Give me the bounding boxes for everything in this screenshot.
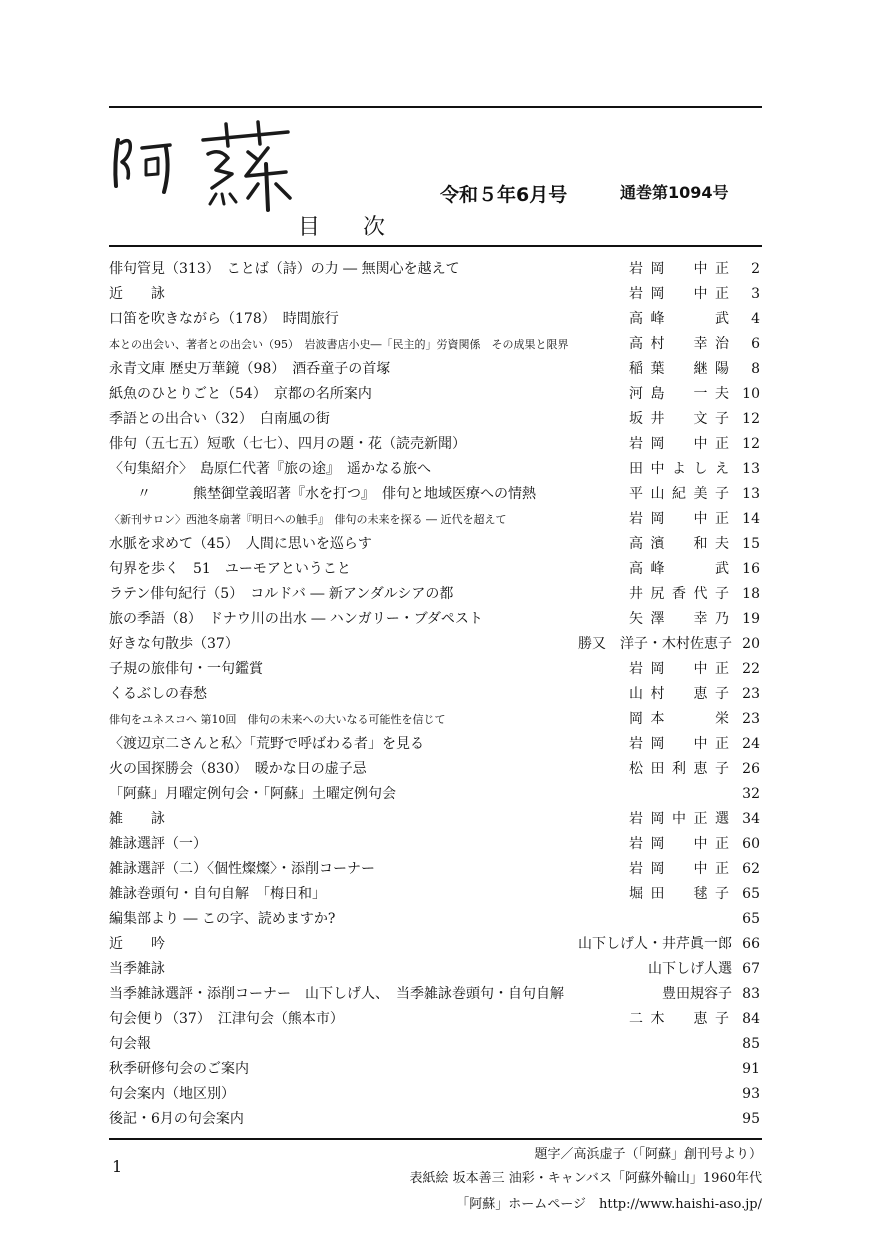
toc-entry [109, 257, 762, 282]
toc-entry-page: 10 [742, 386, 760, 402]
toc-entry [109, 782, 762, 807]
toc-entry-title: 当季雑詠 [109, 961, 165, 977]
toc-entry-author: 矢澤 幸乃 [629, 611, 729, 627]
toc-entry-author: 高峰 武 [629, 561, 729, 577]
toc-entry-title: 永青文庫 歴史万華鏡（98） 酒呑童子の首塚 [109, 361, 391, 377]
contents-heading: 目 次 [298, 215, 403, 240]
toc-entry-page: 15 [742, 536, 760, 552]
toc-entry-title: 雑詠選評（一） [109, 836, 207, 852]
toc-entry-page: 95 [742, 1111, 760, 1127]
toc-entry-page: 65 [742, 911, 760, 927]
toc-entry-author: 山下しげ人・井芹眞一郎 [578, 936, 732, 952]
toc-entry-title: 句会報 [109, 1036, 151, 1052]
toc-entry-title: 口笛を吹きながら（178） 時間旅行 [109, 311, 339, 327]
toc-entry [109, 1057, 762, 1082]
toc-entry [109, 1032, 762, 1057]
toc-entry-author: 高濱 和夫 [629, 536, 729, 552]
toc-entry-title: 秋季研修句会のご案内 [109, 1061, 249, 1077]
toc-entry-title: 水脈を求めて（45） 人間に思いを巡らす [109, 536, 372, 552]
toc-entry-author: 稲葉 継陽 [629, 361, 729, 377]
toc-entry [109, 557, 762, 582]
toc-entry-page: 24 [742, 736, 760, 752]
toc-entry-page: 12 [742, 436, 760, 452]
toc-entry [109, 632, 762, 657]
toc-entry-page: 3 [751, 286, 760, 302]
toc-entry [109, 332, 762, 357]
toc-entry-page: 84 [742, 1011, 760, 1027]
toc-entry-title: 紙魚のひとりごと（54） 京都の名所案内 [109, 386, 372, 402]
toc-entry-author: 岡本 栄 [629, 711, 729, 727]
toc-entry-author: 岩岡中正選 [629, 811, 729, 827]
toc-entry [109, 457, 762, 482]
page-number: 1 [112, 1157, 123, 1176]
toc-entry-page: 66 [742, 936, 760, 952]
toc-entry-author: 松田利恵子 [629, 761, 729, 777]
title-calligraphy-credit: 題字／高浜虚子（「阿蘇」創刊号より） [534, 1147, 762, 1162]
toc-entry-title: 旅の季語（8） ドナウ川の出水 ― ハンガリー・ブダペスト [109, 611, 483, 627]
toc-entry-page: 93 [742, 1086, 760, 1102]
toc-entry [109, 407, 762, 432]
toc-entry [109, 707, 762, 732]
toc-entry-author: 岩岡 中正 [629, 286, 729, 302]
toc-entry [109, 657, 762, 682]
toc-entry-author: 田中よしえ [629, 461, 729, 477]
toc-entry-page: 12 [742, 411, 760, 427]
toc-entry-title: 本との出会い、著者との出会い（95） 岩波書店小史―「民主的」労資関係 その成果と限界 [109, 338, 569, 351]
toc-entry-title: 当季雑詠選評・添削コーナー 山下しげ人、 当季雑詠巻頭句・自句自解 [109, 986, 564, 1002]
toc-entry-title: 雑 詠 [109, 811, 165, 827]
toc-entry-author: 岩岡 中正 [629, 736, 729, 752]
footer-rule [109, 1138, 762, 1140]
toc-entry [109, 882, 762, 907]
toc-entry-title: 「阿蘇」月曜定例句会・「阿蘇」土曜定例句会 [109, 786, 396, 802]
toc-entry-page: 14 [742, 511, 760, 527]
toc-entry-page: 83 [742, 986, 760, 1002]
toc-entry [109, 857, 762, 882]
toc-entry-title: 俳句をユネスコへ 第10回 俳句の未来への大いなる可能性を信じて [109, 713, 446, 726]
aso-calligraphy-logo [108, 118, 298, 218]
table-of-contents [109, 257, 762, 1132]
toc-entry-title: 季語との出合い（32） 白南風の街 [109, 411, 330, 427]
toc-entry-page: 4 [751, 311, 760, 327]
svg-text:阿蘇: 阿蘇 [108, 118, 110, 119]
toc-entry [109, 582, 762, 607]
toc-entry-author: 高峰 武 [629, 311, 729, 327]
toc-entry-title: 近 吟 [109, 936, 165, 952]
toc-entry [109, 382, 762, 407]
toc-entry-page: 23 [742, 686, 760, 702]
toc-entry [109, 682, 762, 707]
toc-entry-page: 34 [742, 811, 760, 827]
toc-entry-author: 岩岡 中正 [629, 511, 729, 527]
toc-entry-author: 高村 幸治 [629, 336, 729, 352]
toc-entry-page: 16 [742, 561, 760, 577]
toc-entry [109, 607, 762, 632]
toc-entry-page: 13 [742, 486, 760, 502]
toc-entry [109, 732, 762, 757]
toc-entry-author: 二木 恵子 [629, 1011, 729, 1027]
toc-entry [109, 507, 762, 532]
toc-entry-author: 坂井 文子 [629, 411, 729, 427]
toc-entry-title: 後記・6月の句会案内 [109, 1111, 244, 1127]
top-rule [109, 106, 762, 108]
toc-entry [109, 932, 762, 957]
toc-entry [109, 1107, 762, 1132]
toc-entry-author: 山下しげ人選 [648, 961, 732, 977]
toc-entry-page: 6 [751, 336, 760, 352]
toc-entry-author: 岩岡 中正 [629, 661, 729, 677]
toc-entry-title: 俳句（五七五）短歌（七七）、四月の題・花（読売新聞） [109, 436, 466, 452]
toc-entry [109, 432, 762, 457]
toc-entry-title: 好きな句散歩（37） [109, 636, 239, 652]
toc-entry-title: 〈句集紹介〉 島原仁代著『旅の途』 遥かなる旅へ [109, 461, 431, 477]
toc-entry [109, 832, 762, 857]
toc-entry-title: 〈渡辺京二さんと私〉「荒野で呼ばわる者」を見る [109, 736, 424, 752]
toc-entry [109, 757, 762, 782]
toc-entry-title: 子規の旅俳句・一句鑑賞 [109, 661, 263, 677]
toc-entry-author: 岩岡 中正 [629, 836, 729, 852]
toc-entry-author: 平山紀美子 [629, 486, 729, 502]
toc-entry-page: 62 [742, 861, 760, 877]
toc-entry-author: 岩岡 中正 [629, 261, 729, 277]
toc-entry-author: 岩岡 中正 [629, 436, 729, 452]
toc-entry-page: 23 [742, 711, 760, 727]
toc-entry-page: 26 [742, 761, 760, 777]
toc-entry-author: 井尻香代子 [629, 586, 729, 602]
toc-entry-title: ラテン俳句紀行（5） コルドバ ― 新アンダルシアの都 [109, 586, 454, 602]
toc-entry-author: 豊田規容子 [662, 986, 732, 1002]
toc-entry [109, 1082, 762, 1107]
toc-entry-title: 句会案内（地区別） [109, 1086, 235, 1102]
toc-entry-page: 22 [742, 661, 760, 677]
toc-entry-title: 編集部より ― この字、読めますか? [109, 911, 336, 927]
toc-entry [109, 957, 762, 982]
toc-entry-page: 65 [742, 886, 760, 902]
toc-entry-title: 〈新刊サロン〉西池冬扇著『明日への触手』 俳句の未来を探る ― 近代を超えて [109, 513, 507, 526]
toc-entry-page: 67 [742, 961, 760, 977]
toc-entry [109, 282, 762, 307]
homepage-credit: 「阿蘇」ホームページ http://www.haishi-aso.jp/ [456, 1197, 762, 1212]
toc-entry-page: 8 [751, 361, 760, 377]
toc-entry [109, 1007, 762, 1032]
toc-entry [109, 532, 762, 557]
toc-entry-page: 85 [742, 1036, 760, 1052]
toc-entry [109, 807, 762, 832]
toc-entry-page: 32 [742, 786, 760, 802]
toc-entry-page: 60 [742, 836, 760, 852]
issue-label: 令和５年6月号 [440, 184, 568, 206]
toc-entry-title: くるぶしの春愁 [109, 686, 207, 702]
toc-entry [109, 482, 762, 507]
toc-entry [109, 357, 762, 382]
toc-entry-title: 火の国探勝会（830） 暖かな日の虚子忌 [109, 761, 367, 777]
toc-entry [109, 307, 762, 332]
toc-entry-page: 18 [742, 586, 760, 602]
toc-entry-title: 句会便り（37） 江津句会（熊本市） [109, 1011, 344, 1027]
toc-entry-author: 勝又 洋子・木村佐恵子 [578, 636, 732, 652]
toc-entry-title: 句界を歩く 51 ユーモアということ [109, 561, 351, 577]
toc-entry-page: 91 [742, 1061, 760, 1077]
toc-entry [109, 982, 762, 1007]
toc-entry-page: 2 [751, 261, 760, 277]
toc-entry-title: 雑詠選評（二）〈個性燦燦〉・添削コーナー [109, 861, 375, 877]
toc-entry-title: 俳句管見（313） ことば（詩）の力 ― 無関心を越えて [109, 261, 460, 277]
toc-entry-title: 近 詠 [109, 286, 165, 302]
cover-art-credit: 表紙絵 坂本善三 油彩・キャンバス「阿蘇外輪山」1960年代 [409, 1171, 762, 1186]
toc-entry-author: 岩岡 中正 [629, 861, 729, 877]
toc-entry-author: 河島 一夫 [629, 386, 729, 402]
toc-entry-page: 20 [742, 636, 760, 652]
header-rule [109, 245, 762, 247]
toc-entry-page: 19 [742, 611, 760, 627]
toc-entry [109, 907, 762, 932]
volume-number: 通巻第1094号 [620, 183, 729, 202]
toc-entry-page: 13 [742, 461, 760, 477]
toc-entry-title: 雑詠巻頭句・自句自解 「梅日和」 [109, 886, 326, 902]
toc-entry-author: 山村 恵子 [629, 686, 729, 702]
toc-entry-author: 堀田 毬子 [629, 886, 729, 902]
toc-entry-title: 〃 熊埜御堂義昭著『水を打つ』 俳句と地域医療への情熱 [109, 486, 536, 502]
